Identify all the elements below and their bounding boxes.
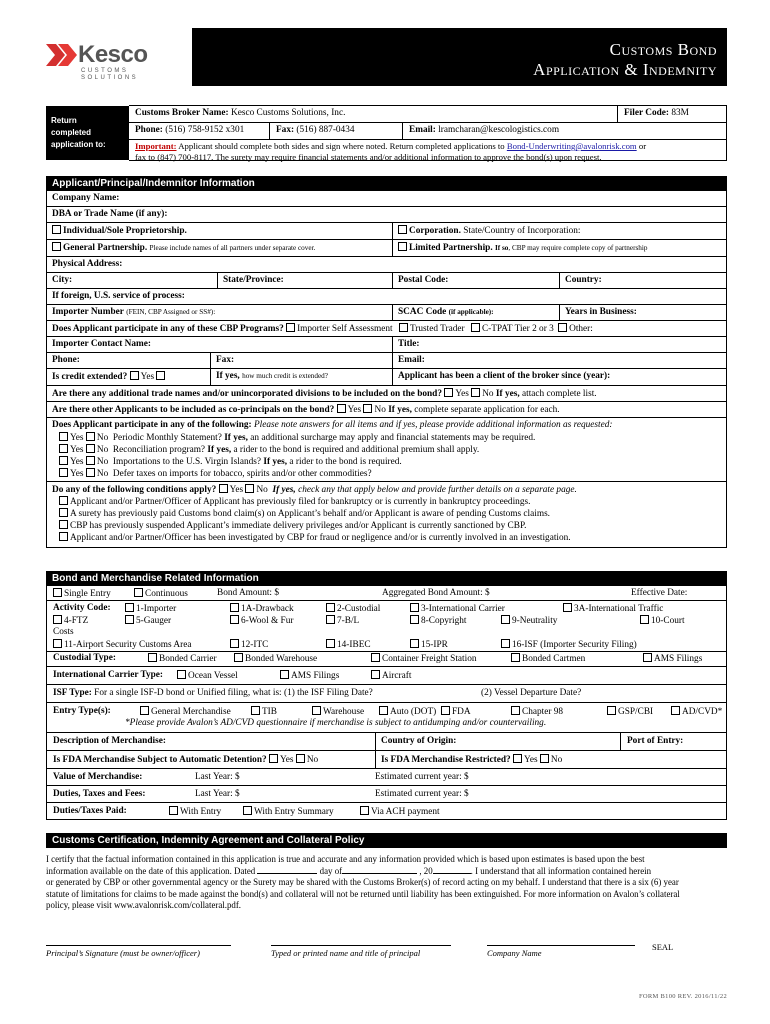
code-checkbox[interactable] [410,615,419,624]
seal-label: SEAL [652,942,674,952]
broker-fax: (516) 887-0434 [296,125,355,135]
code-checkbox[interactable] [230,639,239,648]
effective-date-field[interactable]: Effective Date: [631,588,688,598]
form-title-line2: Application & Indemnity [533,60,717,79]
other-program-checkbox[interactable] [558,323,567,332]
paid-checkbox[interactable] [243,806,252,815]
return-label: Return completed application to: [46,106,129,160]
continuous-checkbox[interactable] [134,588,143,597]
company-name-row[interactable]: Company Name: [47,191,726,207]
code-checkbox[interactable] [53,615,62,624]
applicant-info-table: Company Name: DBA or Trade Name (if any): Individual/Sole Proprietorship. Corporation. State/Country of Incorporation: General Partnership. Please include names of all partners under separate cover. Limited Partnership. If so, CBP may require complete copy of partnership Physical Address: City: State/Province: Postal Code: Country: If foreign, U.S. service of process: Importer Number (FEIN, CBP Assigned or SS#): SCAC Code (if applicable): Years in Business: Does Applicant participate in any of these CBP Programs? Importer Self Assessment Trusted Trader C-TPAT Tier 2 or 3 Other: Importer Contact Name: Title: Phone: Fax: Email: Is credit extended? Yes If yes, how much credit is extended? Applicant has been a client of the broker since (year): Are there any additional trade names and/or unincorporated divisions to be included on the bond? Yes No If yes, attach complete list. Are there other Applicants to be included as co-principals on the bond? Yes No If yes, complete separate application for each. Does Applicant participate in any of the following: Please note answers for all items and if yes, please provide additional information as requested: Yes No Periodic Monthly Statement? If yes, an additional surcharge may apply and financial statements may be required. Yes No Reconciliation program? If yes, a rider to the bond is required and additional premium shall apply. Yes No Importations to the U.S. Virgin Islands? If yes, a rider to the bond is required. Yes No Defer taxes on imports for tobacco, spirits and/or other commodities? Do any of the following conditions apply? Yes No If yes, check any that apply below and provide further details on a separate page. Applicant and/or Partner/Officer of Applicant has previously filed for bankruptcy or is currently in bankruptcy proceedings. A surety has previously paid Customs bond claim(s) on Applicant’s behalf and/or Applicant is aware of pending Customs claims. CBP has previously suspended Applicant’s immediate delivery privileges and/or Applicant is currently sanctioned by CBP. Applicant and/or Partner/Officer has been investigated by CBP for fraud or negligence and/or is currently involved in an investigation. [46,191,727,548]
code-checkbox[interactable] [125,603,134,612]
description-field[interactable]: Description of Merchandise: [53,736,166,746]
section-applicant-header: Applicant/Principal/Indemnitor Information [46,176,727,191]
bond-amount-field[interactable]: Bond Amount: $ [217,588,279,598]
conditions-block: Do any of the following conditions apply? Yes No If yes, check any that apply below and provide further details on a separate page. Applicant and/or Partner/Officer of Applicant has previously filed for bankruptcy or is currently in bankruptcy proceedings. A surety has previously paid Customs bond claim(s) on Applicant’s behalf and/or Applicant is aware of pending Customs claims. CBP has previously suspended Applicant’s immediate delivery privileges and/or Applicant is currently sanctioned by CBP. Applicant and/or Partner/Officer has been investigated by CBP for fraud or negligence and/or is currently involved in an investigation. [47,482,726,548]
years-field[interactable]: Years in Business: [559,305,726,320]
cond-checkbox[interactable] [59,532,68,541]
contact-fax-field[interactable]: Fax: [210,353,392,368]
ctpat-checkbox[interactable] [471,323,480,332]
origin-field[interactable]: Country of Origin: [381,736,457,746]
custodial-checkbox[interactable] [148,653,157,662]
entry-checkbox[interactable] [671,706,680,715]
entry-checkbox[interactable] [379,706,388,715]
co-principal-no-checkbox[interactable] [363,404,372,413]
isa-checkbox[interactable] [286,323,295,332]
code-checkbox[interactable] [326,615,335,624]
carrier-checkbox[interactable] [280,670,289,679]
state-field[interactable]: State/Province: [217,273,392,288]
follow-yes-checkbox[interactable] [59,456,68,465]
custodial-checkbox[interactable] [371,653,380,662]
broker-phone: (516) 758-9152 x301 [165,125,245,135]
cond-checkbox[interactable] [59,520,68,529]
follow-yes-checkbox[interactable] [59,444,68,453]
scac-field[interactable]: SCAC Code (if applicable): [392,305,559,320]
entry-checkbox[interactable] [140,706,149,715]
follow-no-checkbox[interactable] [86,444,95,453]
carrier-checkbox[interactable] [177,670,186,679]
broker-name: Kesco Customs Solutions, Inc. [230,108,346,118]
physical-address-row[interactable]: Physical Address: [47,257,726,273]
foreign-service-row[interactable]: If foreign, U.S. service of process: [47,289,726,305]
credit-no-checkbox[interactable] [156,371,165,380]
entry-checkbox[interactable] [607,706,616,715]
broker-info: Customs Broker Name: Kesco Customs Solutions, Inc. Filer Code: 83M Phone: (516) 758-9152 x301 Fax: (516) 887-0434 Email: lramcharan@kescologistics.com Important: Applicant should complete both sides and sign where noted. Return completed applications to Bond-Underwriting@avalonrisk.com or fax to (847) 700-8117. The surety may require financial statements and/or additional information to approve the bond(s) upon request. [129,105,727,161]
fda-det-no-checkbox[interactable] [296,754,305,763]
single-entry-checkbox[interactable] [53,588,62,597]
code-checkbox[interactable] [501,639,510,648]
code-checkbox[interactable] [230,603,239,612]
contact-email-field[interactable]: Email: [392,353,726,368]
code-checkbox[interactable] [410,603,419,612]
contact-title-field[interactable]: Title: [392,337,726,352]
cond-yes-checkbox[interactable] [219,484,228,493]
follow-no-checkbox[interactable] [86,456,95,465]
code-checkbox[interactable] [410,639,419,648]
code-checkbox[interactable] [326,639,335,648]
code-checkbox[interactable] [326,603,335,612]
cond-no-checkbox[interactable] [245,484,254,493]
kesco-logo [46,42,171,82]
logo-tagline: CUSTOMS SOLUTIONS [81,68,139,82]
general-partnership-checkbox[interactable] [52,242,61,251]
entry-checkbox[interactable] [511,706,520,715]
follow-yes-checkbox[interactable] [59,432,68,441]
follow-no-checkbox[interactable] [86,432,95,441]
form-title-line1: Customs Bond [609,40,717,59]
dated-year-field[interactable] [433,873,471,874]
section-certification-header: Customs Certification, Indemnity Agreement and Collateral Policy [46,833,727,848]
fda-res-no-checkbox[interactable] [540,754,549,763]
dated-month-field[interactable] [342,873,417,874]
carrier-checkbox[interactable] [371,670,380,679]
port-field[interactable]: Port of Entry: [627,736,684,746]
entry-checkbox[interactable] [312,706,321,715]
form-revision: FORM B100 REV. 2016/11/22 [638,993,727,1000]
custodial-checkbox[interactable] [643,653,652,662]
importer-number-field[interactable]: Importer Number (FEIN, CBP Assigned or SS#): [52,307,216,317]
code-checkbox[interactable] [640,615,649,624]
contact-name-field[interactable]: Importer Contact Name: [52,339,151,349]
limited-partnership-checkbox[interactable] [398,242,407,251]
underwriting-email-link[interactable]: Bond-Underwriting@avalonrisk.com [506,141,637,151]
trade-names-yes-checkbox[interactable] [444,388,453,397]
cond-checkbox[interactable] [59,508,68,517]
printed-name-line[interactable]: Typed or printed name and title of principal [271,945,451,958]
city-field[interactable]: City: [52,275,73,285]
filer-code: 83M [671,108,689,118]
important-notice: Important: Applicant should complete both sides and sign where noted. Return completed applications to Bond-Underwriting@avalonrisk.com or fax to (847) 700-8117. The surety may require financial statements and/or additional information to approve the bond(s) upon request. [129,139,727,164]
agg-amount-field[interactable]: Aggregated Bond Amount: $ [382,588,490,598]
code-checkbox[interactable] [53,639,62,648]
country-field[interactable]: Country: [559,273,726,288]
credit-yes-checkbox[interactable] [130,371,139,380]
postal-field[interactable]: Postal Code: [392,273,559,288]
dated-day-field[interactable] [257,873,317,874]
section-bond-header: Bond and Merchandise Related Information [46,571,727,586]
principal-signature-line[interactable]: Principal’s Signature (must be owner/officer) [46,945,231,958]
follow-no-checkbox[interactable] [86,468,95,477]
entry-checkbox[interactable] [441,706,450,715]
paid-checkbox[interactable] [360,806,369,815]
code-checkbox[interactable] [563,603,572,612]
title-banner [192,28,727,86]
code-checkbox[interactable] [501,615,510,624]
trade-names-no-checkbox[interactable] [471,388,480,397]
paid-checkbox[interactable] [169,806,178,815]
custodial-checkbox[interactable] [511,653,520,662]
fda-res-yes-checkbox[interactable] [513,754,522,763]
bond-info-block: Single Entry Continuous Bond Amount: $ Aggregated Bond Amount: $ Effective Date: Activity Code: 1-Importer 1A-Drawback 2-Custodial 3-International Carrier 3A-International Traffic 4-FTZ 5-Gauger 6-Wool & Fur 7-B/L 8-Copyright 9-Neutrality 10-Court Costs 11-Airport Security Customs Area 12-ITC 14-IBEC 15-IPR 16-ISF (Importer Security Filing) Custodial Type: Bonded Carrier Bonded Warehouse Container Freight Station Bonded Cartmen AMS Filings International Carrier Type: Ocean Vessel AMS Filings Aircraft ISF Type: For a single ISF-D bond or Unified filing, what is: (1) the ISF Filing Date? (2) Vessel Departure Date? Entry Type(s): General Merchandise TIB Warehouse Auto (DOT) FDA Chapter 98 GSP/CBI AD/CVD* *Please provide Avalon’s AD/CVD questionnaire if merchandise is subject to antidumping and/or countervailing. Description of Merchandise: Country of Origin: Port of Entry: Is FDA Merchandise Subject to Automatic Detention? Yes No Is FDA Merchandise Restricted? Yes No Value of Merchandise: Last Year: $ Estimated current year: $ Duties, Taxes and Fees: Last Year: $ Estimated current year: $ Duties/Taxes Paid: With Entry With Entry Summary Via ACH payment [46,586,727,820]
logo-name: Kesco [78,41,148,68]
entry-checkbox[interactable] [251,706,260,715]
dba-row[interactable]: DBA or Trade Name (if any): [47,207,726,223]
follow-block: Does Applicant participate in any of the following: Please note answers for all items and if yes, please provide additional information as requested: Yes No Periodic Monthly Statement? If yes, an additional surcharge may apply and financial statements may be required. Yes No Reconciliation program? If yes, a rider to the bond is required and additional premium shall apply. Yes No Importations to the U.S. Virgin Islands? If yes, a rider to the bond is required. Yes No Defer taxes on imports for tobacco, spirits and/or other commodities? [47,418,726,482]
broker-email[interactable]: lramcharan@kescologistics.com [438,125,560,135]
code-checkbox[interactable] [125,615,134,624]
code-checkbox[interactable] [230,615,239,624]
custodial-checkbox[interactable] [234,653,243,662]
cond-checkbox[interactable] [59,496,68,505]
certification-text: I certify that the factual information contained in this application is true and accurate and any information provided which is based upon estimates is based upon the best information available on the date of this application. Dated day of , 20 . I understand that all information contained herein or generated by CBP or other governmental agency or the Surety may be shared with the Customs Broker(s) of record acting on my behalf. I understand that there is a six (6) year statute of limitations for claims to be made against the bond(s) and collateral will not be returned until liability has been extinguished. For more information on Avalon’s collateral policy, please visit www.avalonrisk.com/collateral.pdf. [46,854,680,911]
sole-proprietor-checkbox[interactable] [52,225,61,234]
company-name-line[interactable]: Company Name [487,945,635,958]
follow-yes-checkbox[interactable] [59,468,68,477]
co-principal-yes-checkbox[interactable] [337,404,346,413]
fda-det-yes-checkbox[interactable] [269,754,278,763]
contact-phone-field[interactable]: Phone: [52,355,80,365]
trusted-trader-checkbox[interactable] [399,323,408,332]
corporation-checkbox[interactable] [398,225,407,234]
